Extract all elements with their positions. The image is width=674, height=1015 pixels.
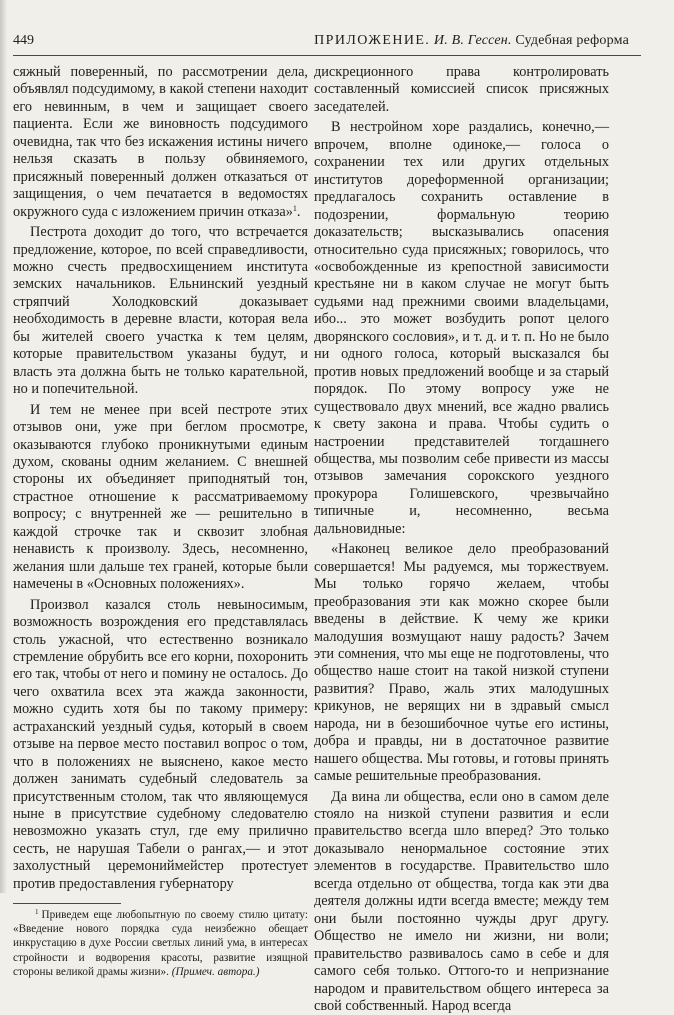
footnote-rule (13, 903, 121, 904)
author-name: И. В. Гессен. (433, 33, 512, 48)
header-rule (13, 55, 641, 56)
footnote: $^1$ Приведем еще любопытную по своему стилю цитату: «Введение нового порядка суда неизбежно обещает инкрустацию в дуxe России светлых линий ума, в интересах стройности и водворения красоты, развитие изящной стороны великой драмы жизни». (Примеч. автора.) (13, 908, 308, 978)
quote-paragraph: «Наконец великое дело преобразований совершается! Мы радуемся, мы торжествуем. Мы только горячо желаем, чтобы преобразования эти как можно скорее были введены в действие. К чему же крики малодушия возмущают нашу радость? Зачем эти сомнения, что мы еще не подготовлены, что общество наше стоит на такой низкой ступени развития? Право, жаль этих малодушных крикунов, не верящих ни в здравый смысл народа, ни в безошибочное чутье его истины, добра и правды, ни в достаточное развитие нашего общества. Мы готовы, и готовы принять самые решительные преобразования. (314, 541, 609, 785)
paragraph: Да вина ли общества, если оно в самом деле стояло на низкой ступени развития и если правительство всегда шло вперед? Это только доказывало ненормальное состояние этих элементов в государстве. Правительство шло всегда отдельно от общества, тогда как эти два деятеля должны идти всегда вместе; между тем они были постоянно чужды друг другу. Общество не имело ни жизни, ни воли; правительство развивалось само в себе и для самого себя только. Оттого-то и непризнание народом и правительством общего интереса за свой собственный. Народ всегда (314, 788, 609, 1015)
page-edge-shadow (0, 0, 7, 893)
footnote-ref[interactable]: 1 (292, 203, 297, 213)
paragraph: В нестройном хоре раздались, конечно,— впрочем, вполне одиноке,— голоса о сохранении тех или других отдельных институтов дореформенной организации; предлагалось сохранить оставление в подозрении, формальную теорию доказательств; высказывались опасения относительно суда присяжных; говорилось, что «освобожденные из крепостной зависимости крестьяне ни в каком случае не могут быть судьями над прежними своими владельцами, ибо... это может возбудить ропот целого дворянского сословия», и т. д. и т. п. Но не было ни одного голоса, который высказался бы против новых предложений вообще и за старый порядок. По этому вопросу уже не существовало двух мнений, все жадно рвались к свету закона и права. Чтобы судить о настроении представителей тогдашнего общества, мы позволим себе привести из массы отзывов замечания сорокского уездного прокурора Голишевского, чрезвычайно типичные и, несомненно, весьма дальновидные: (314, 119, 609, 537)
left-column (13, 64, 308, 979)
chapter-title: Судебная реформа (515, 33, 629, 48)
running-title (314, 33, 629, 49)
paragraph: Произвол казался столь невыносимым, возможность возрождения его представлялась столь ужасной, что естественно возникало стремление обрубить все его корни, похоронить его так, чтобы от него и помину не осталось. До чего охватила всех эта жажда законности, можно судить хотя бы по такому примеру: астраханский уездный судья, который в своем отзыве на первое место поставил вопрос о том, что в положениях не выяснено, какое место должен занимать судебный следователь за присутственным столом, так что являющемуся ныне в присутствие судебному следователю невозможно указать стул, где ему прилично сесть, не нарушая Табели о рангах,— и этот захолустный церемониймейстер протестует против предоставления губернатору (13, 596, 308, 892)
running-header (13, 30, 653, 52)
footnote-mark: 1 (35, 908, 39, 917)
footnote-attribution: (Примеч. автора.) (171, 965, 260, 978)
paragraph: И тем не менее при всей пестроте этих отзывов они, уже при беглом просмотре, оказываются глубоко проникнутыми единым духом, скованы одним желанием. С внешней стороны их объединяет приподнятый тон, страстное отношение к рассматриваемому вопросу; с внутренней же — решительно в каждой строчке так и сквозит злобная ненависть к произволу. Здесь, несомненно, желания шли дальше тех граней, которые были намечены в «Основных положениях». (13, 401, 308, 593)
section-label: ПРИЛОЖЕНИЕ. (314, 33, 431, 48)
paragraph: дискреционного права контролировать составленный комиссией список присяжных заседателей. (314, 64, 609, 115)
page-number: 449 (13, 33, 34, 48)
paragraph: Пестрота доходит до того, что встречается предложение, которое, по всей справедливости, можно счесть предвосхищением института земских начальников. Ельнинский уездный стряпчий Холодковский доказывает необходимость в деревне власти, которая вела бы жителей своего участка к тем целям, которые правительством указаны будут, и власть эта должна быть не только карательной, но и попечительной. (13, 224, 308, 398)
paragraph: сяжный поверенный, по рассмотрении дела, объявлял подсудимому, в какой степени находит его невинным, в чем и защищает своего пациента. Если же виновность подсудимого очевидна, так что без искажения истины ничего нельзя сказать в пользу обвиняемого, присяжный поверенный должен отказаться от защищения, о чем печатается в ведомостях окружного суда с изложением причин отказа»$^1$. (13, 64, 308, 220)
right-column (314, 64, 609, 1015)
